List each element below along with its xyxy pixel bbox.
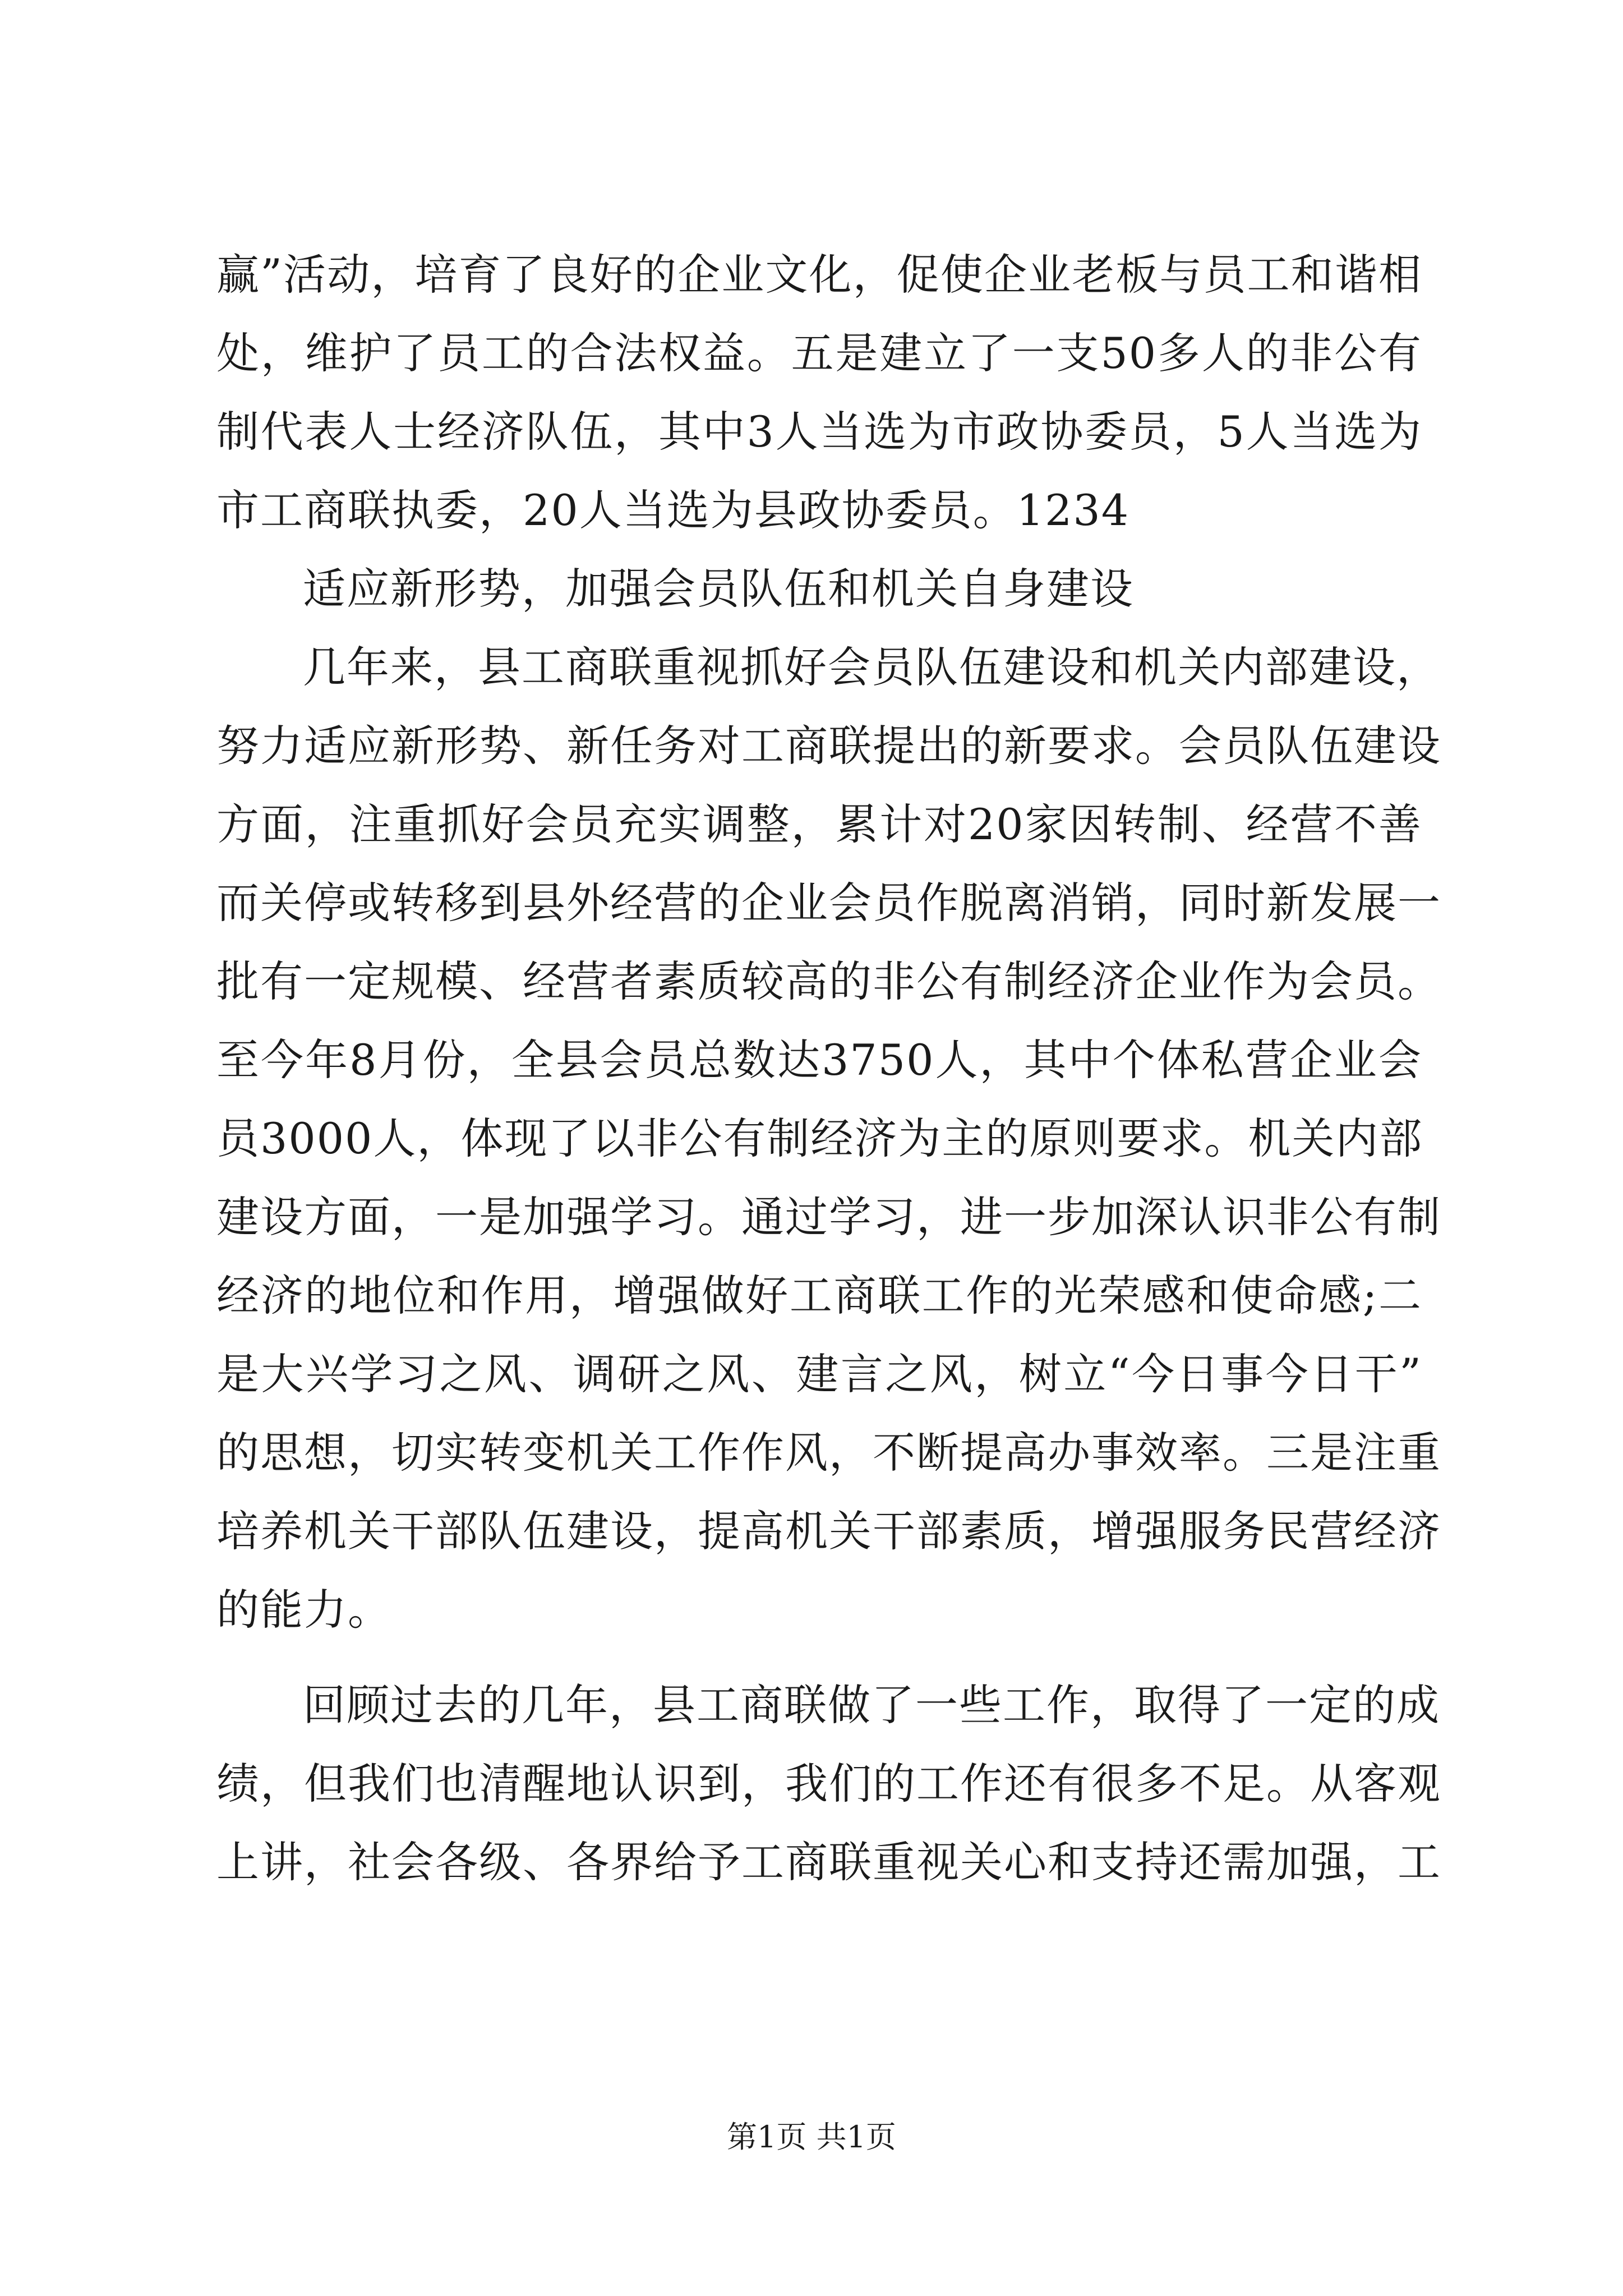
text-line: 处，维护了员工的合法权益。五是建立了一支50多人的非公有 bbox=[216, 328, 1422, 378]
text-line: 而关停或转移到县外经营的企业会员作脱离消销，同时新发展一 bbox=[216, 878, 1441, 928]
text-line: 员3000人，体现了以非公有制经济为主的原则要求。机关内部 bbox=[216, 1114, 1423, 1163]
paragraph-gap bbox=[216, 1649, 1422, 1666]
text-line: 是大兴学习之风、调研之风、建言之风，树立“今日事今日干” bbox=[216, 1349, 1422, 1399]
text-line: 制代表人士经济队伍，其中3人当选为市政协委员，5人当选为 bbox=[216, 407, 1422, 457]
text-line: 努力适应新形势、新任务对工商联提出的新要求。会员队伍建设 bbox=[216, 721, 1441, 771]
text-line: 培养机关干部队伍建设，提高机关干部素质，增强服务民营经济 bbox=[216, 1506, 1441, 1556]
text-line: 回顾过去的几年，县工商联做了一些工作，取得了一定的成 bbox=[303, 1680, 1440, 1730]
text-line: 建设方面，一是加强学习。通过学习，进一步加深认识非公有制 bbox=[216, 1192, 1441, 1242]
text-line: 赢”活动，培育了良好的企业文化，促使企业老板与员工和谐相 bbox=[216, 250, 1422, 300]
text-line: 批有一定规模、经营者素质较高的非公有制经济企业作为会员。 bbox=[216, 956, 1441, 1006]
document-body bbox=[216, 236, 1441, 1902]
text-line: 几年来，县工商联重视抓好会员队伍建设和机关内部建设， bbox=[303, 642, 1440, 692]
text-line: 方面，注重抓好会员充实调整，累计对20家因转制、经营不善 bbox=[216, 799, 1422, 849]
text-line: 市工商联执委，20人当选为县政协委员。1234 bbox=[216, 485, 1130, 535]
text-line: 的思想，切实转变机关工作作风，不断提高办事效率。三是注重 bbox=[216, 1428, 1441, 1478]
text-line: 至今年8月份，全县会员总数达3750人，其中个体私营企业会 bbox=[216, 1035, 1422, 1085]
text-line: 上讲，社会各级、各界给予工商联重视关心和支持还需加强，工 bbox=[216, 1837, 1441, 1887]
text-line: 经济的地位和作用，增强做好工商联工作的光荣感和使命感;二 bbox=[216, 1271, 1422, 1320]
text-line: 的能力。 bbox=[216, 1585, 391, 1635]
text-line: 绩，但我们也清醒地认识到，我们的工作还有很多不足。从客观 bbox=[216, 1759, 1441, 1809]
section-heading: 适应新形势，加强会员队伍和机关自身建设 bbox=[303, 564, 1134, 614]
page-number-footer: 第1页 共1页 bbox=[727, 2119, 896, 2155]
